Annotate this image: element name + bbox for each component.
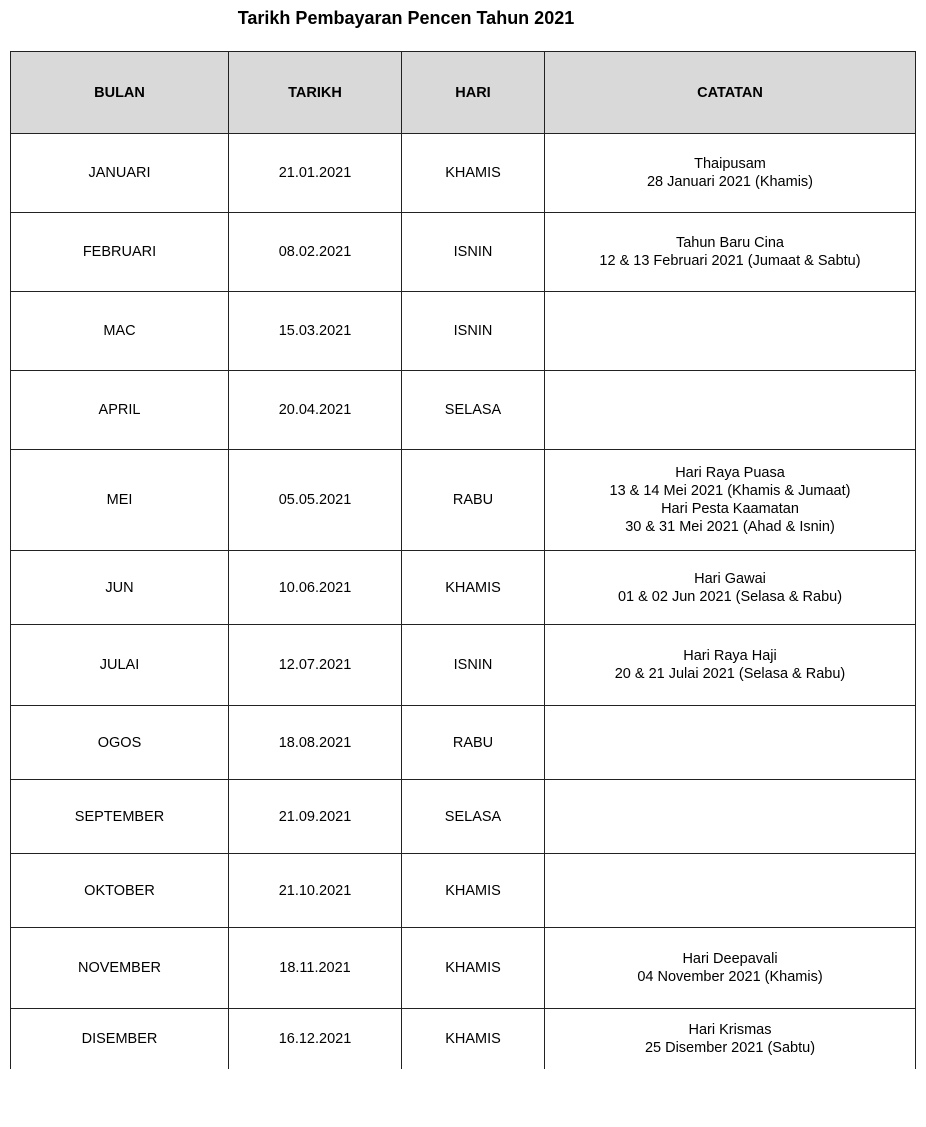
note-line: 04 November 2021 (Khamis): [637, 969, 823, 985]
header-hari: HARI: [402, 52, 545, 134]
cell-hari: RABU: [402, 450, 545, 551]
page-title: Tarikh Pembayaran Pencen Tahun 2021: [237, 8, 575, 28]
cell-catatan: [545, 371, 916, 450]
header-bulan: BULAN: [11, 52, 229, 134]
cell-catatan: [545, 928, 916, 1009]
cell-hari: ISNIN: [402, 625, 545, 706]
table-row: [11, 450, 916, 551]
cell-hari: SELASA: [402, 780, 545, 854]
cell-bulan: NOVEMBER: [11, 928, 229, 1009]
cell-tarikh: 20.04.2021: [229, 371, 402, 450]
cell-tarikh: 21.09.2021: [229, 780, 402, 854]
note-line: Tahun Baru Cina: [675, 235, 784, 251]
note-line: Hari Deepavali: [682, 951, 778, 967]
cell-catatan: [545, 292, 916, 371]
cell-bulan: MEI: [11, 450, 229, 551]
note-line: 25 Disember 2021 (Sabtu): [644, 1039, 816, 1056]
cell-tarikh: 15.03.2021: [229, 292, 402, 371]
cell-catatan: [545, 134, 916, 213]
cell-bulan: JUN: [11, 551, 229, 625]
cell-hari: KHAMIS: [402, 551, 545, 625]
cell-hari: KHAMIS: [402, 1009, 545, 1069]
cell-bulan: JANUARI: [11, 134, 229, 213]
cell-tarikh: 12.07.2021: [229, 625, 402, 706]
cell-tarikh: 16.12.2021: [229, 1009, 402, 1069]
cell-tarikh: 08.02.2021: [229, 213, 402, 292]
note-line: 30 & 31 Mei 2021 (Ahad & Isnin): [625, 519, 835, 535]
note-line: 13 & 14 Mei 2021 (Khamis & Jumaat): [609, 483, 851, 499]
cell-catatan: [545, 1009, 916, 1069]
cell-hari: KHAMIS: [402, 928, 545, 1009]
cell-bulan: JULAI: [11, 625, 229, 706]
header-catatan: CATATAN: [545, 52, 916, 134]
cell-tarikh: 21.10.2021: [229, 854, 402, 928]
cell-bulan: OGOS: [11, 706, 229, 780]
note-line: Thaipusam: [694, 156, 766, 172]
cell-hari: KHAMIS: [402, 134, 545, 213]
header-tarikh: TARIKH: [229, 52, 402, 134]
cell-tarikh: 10.06.2021: [229, 551, 402, 625]
cell-hari: SELASA: [402, 371, 545, 450]
note-line: 20 & 21 Julai 2021 (Selasa & Rabu): [614, 666, 846, 682]
cell-catatan: [545, 706, 916, 780]
table-header-row: [11, 52, 916, 134]
cell-bulan: APRIL: [11, 371, 229, 450]
table-row: [11, 134, 916, 213]
cell-hari: RABU: [402, 706, 545, 780]
table-row: [11, 706, 916, 780]
cell-tarikh: 18.08.2021: [229, 706, 402, 780]
cell-hari: KHAMIS: [402, 854, 545, 928]
cell-tarikh: 18.11.2021: [229, 928, 402, 1009]
cell-catatan: [545, 551, 916, 625]
table-row: [11, 213, 916, 292]
note-line: 28 Januari 2021 (Khamis): [646, 174, 814, 190]
note-line: Hari Raya Puasa: [675, 465, 785, 481]
cell-catatan: [545, 780, 916, 854]
cell-bulan: OKTOBER: [11, 854, 229, 928]
cell-catatan: [545, 450, 916, 551]
table-row: [11, 292, 916, 371]
note-line: 12 & 13 Februari 2021 (Jumaat & Sabtu): [599, 253, 861, 269]
table-row: [11, 928, 916, 1009]
cell-tarikh: 05.05.2021: [229, 450, 402, 551]
table-row: [11, 780, 916, 854]
table-row: [11, 625, 916, 706]
note-line: Hari Raya Haji: [683, 648, 777, 664]
cell-bulan: FEBRUARI: [11, 213, 229, 292]
note-line: 01 & 02 Jun 2021 (Selasa & Rabu): [617, 588, 843, 605]
cell-bulan: DISEMBER: [11, 1009, 229, 1069]
table-row: [11, 551, 916, 625]
table-row: [11, 1009, 916, 1069]
cell-bulan: SEPTEMBER: [11, 780, 229, 854]
cell-catatan: [545, 213, 916, 292]
cell-catatan: [545, 854, 916, 928]
cell-hari: ISNIN: [402, 213, 545, 292]
cell-bulan: MAC: [11, 292, 229, 371]
cell-tarikh: 21.01.2021: [229, 134, 402, 213]
table-row: [11, 854, 916, 928]
note-line: Hari Gawai: [694, 570, 766, 587]
note-line: Hari Krismas: [688, 1021, 772, 1038]
table-row: [11, 371, 916, 450]
cell-hari: ISNIN: [402, 292, 545, 371]
cell-catatan: [545, 625, 916, 706]
note-line: Hari Pesta Kaamatan: [661, 501, 799, 517]
pension-schedule-table: [10, 51, 916, 1069]
